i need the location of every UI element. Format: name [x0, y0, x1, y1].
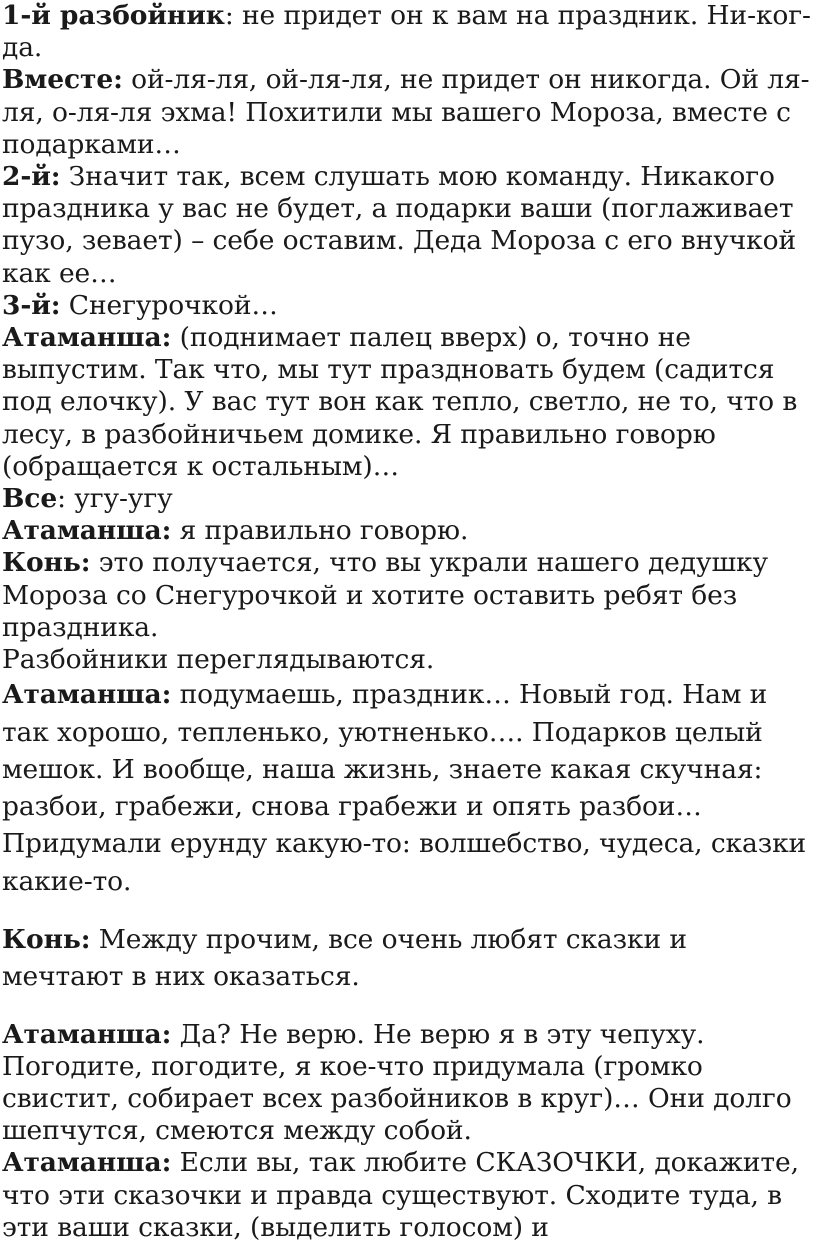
dialogue-line	[2, 322, 814, 483]
dialogue-line	[2, 290, 814, 322]
speaker-name: 3-й:	[2, 289, 61, 321]
speaker-name: Атаманша:	[2, 679, 172, 711]
speaker-name: 1-й разбойник	[2, 0, 225, 31]
stage-direction-text: Разбойники переглядываются.	[2, 644, 435, 676]
dialogue-line	[2, 547, 814, 644]
dialogue-text: не придет он к вам на праздник. Ни-ког-да.	[2, 0, 811, 64]
speaker-name: Все	[2, 483, 58, 515]
dialogue-text: это получается, что вы украли нашего дедушку Мороза со Снегурочкой и хотите оставить ребят без праздника.	[2, 547, 768, 643]
dialogue-line	[2, 483, 814, 515]
speaker-name: Атаманша:	[2, 1018, 172, 1050]
stage-direction	[2, 644, 814, 676]
dialogue-line	[2, 921, 814, 996]
dialogue-line	[2, 64, 814, 161]
speaker-name: 2-й:	[2, 161, 61, 193]
dialogue-text: Между прочим, все очень любят сказки и мечтают в них оказаться.	[2, 924, 687, 993]
dialogue-text: ой-ля-ля, ой-ля-ля, не придет он никогда. Ой ля-ля, о-ля-ля эхма! Похитили мы вашего Мороза, вместе с подарками…	[2, 64, 810, 160]
dialogue-line	[2, 0, 814, 64]
speaker-name: Конь:	[2, 924, 91, 956]
speaker-name: Атаманша:	[2, 515, 172, 547]
speaker-punct: :	[224, 0, 234, 31]
dialogue-text: Снегурочкой…	[60, 289, 278, 321]
dialogue-text: угу-угу	[65, 483, 173, 515]
dialogue-text: Да? Не верю. Не верю я в эту чепуху. Погодите, погодите, я кое-что придумала (громко свистит, собирает всех разбойников в круг)… Они долго шепчутся, смеются между собой.	[2, 1018, 792, 1147]
dialogue-text: Если вы, так любите СКАЗОЧКИ, докажите, что эти сказочки и правда существуют. Сходите туда, в эти ваши сказки, (выделить голосом) и	[2, 1147, 799, 1243]
dialogue-line	[2, 1019, 814, 1148]
dialogue-line	[2, 515, 814, 547]
speaker-name: Атаманша:	[2, 1147, 172, 1179]
dialogue-text: подумаешь, праздник… Новый год. Нам и так хорошо, тепленько, уютненько…. Подарков целый мешок. И вообще, наша жизнь, знаете какая скучная: разбои, грабежи, снова грабежи и опять разбои… Придумали ерунду какую-то: волшебство, чудеса, сказки какие-то.	[2, 679, 807, 897]
dialogue-line	[2, 676, 814, 900]
dialogue-line	[2, 1147, 814, 1244]
speaker-name: Атаманша:	[2, 322, 172, 354]
dialogue-text: я правильно говорю.	[171, 515, 469, 547]
speaker-name: Вместе:	[2, 64, 123, 96]
speaker-name: Конь:	[2, 547, 91, 579]
dialogue-text: (поднимает палец вверх) о, точно не выпустим. Так что, мы тут праздновать будем (садится под елочку). У вас тут вон как тепло, светло, не то, что в лесу, в разбойничьем домике. Я правильно говорю (обращается к остальным)…	[2, 322, 798, 482]
dialogue-line	[2, 161, 814, 290]
speaker-punct: :	[57, 483, 66, 515]
dialogue-text: Значит так, всем слушать мою команду. Никакого праздника у вас не будет, а подарки ваши (поглаживает пузо, зевает) – себе оставим. Деда Мороза с его внучкой как ее…	[2, 161, 797, 289]
